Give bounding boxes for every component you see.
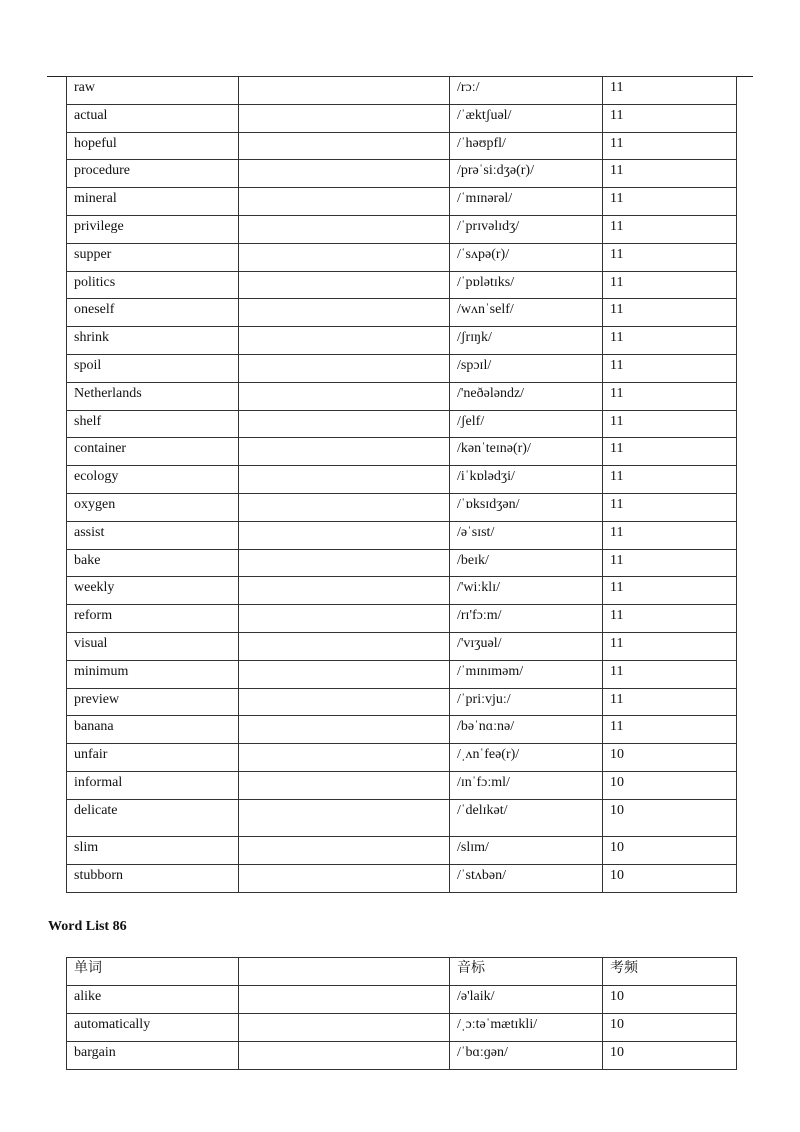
table-row — [67, 438, 737, 466]
phonetic-cell: /beɪk/ — [450, 549, 603, 577]
meaning-cell — [239, 660, 450, 688]
meaning-cell — [239, 493, 450, 521]
table-row — [67, 77, 737, 105]
header-frequency: 考频 — [603, 958, 737, 986]
word-cell: raw — [67, 77, 239, 105]
section-title: Word List 86 — [48, 919, 127, 934]
table-row — [67, 104, 737, 132]
word-cell: actual — [67, 104, 239, 132]
frequency-cell: 11 — [603, 299, 737, 327]
table-row — [67, 271, 737, 299]
word-cell: spoil — [67, 354, 239, 382]
frequency-cell: 11 — [603, 438, 737, 466]
meaning-cell — [239, 243, 450, 271]
phonetic-cell: /ɪnˈfɔːml/ — [450, 771, 603, 799]
table-row — [67, 716, 737, 744]
frequency-cell: 11 — [603, 549, 737, 577]
frequency-cell: 11 — [603, 215, 737, 243]
word-table-continued — [66, 76, 737, 893]
word-cell: shrink — [67, 327, 239, 355]
table-row — [67, 1042, 737, 1070]
meaning-cell — [239, 104, 450, 132]
frequency-cell: 11 — [603, 605, 737, 633]
frequency-cell: 11 — [603, 688, 737, 716]
frequency-cell: 11 — [603, 77, 737, 105]
frequency-cell: 10 — [603, 799, 737, 837]
word-cell: bargain — [67, 1042, 239, 1070]
table-row — [67, 986, 737, 1014]
phonetic-cell: /əˈsɪst/ — [450, 521, 603, 549]
word-cell: Netherlands — [67, 382, 239, 410]
table-row — [67, 632, 737, 660]
meaning-cell — [239, 77, 450, 105]
frequency-cell: 11 — [603, 632, 737, 660]
frequency-cell: 11 — [603, 493, 737, 521]
phonetic-cell: /ə'laik/ — [450, 986, 603, 1014]
table-row — [67, 299, 737, 327]
table-row — [67, 466, 737, 494]
phonetic-cell: /ˈɒksɪdʒən/ — [450, 493, 603, 521]
frequency-cell: 11 — [603, 132, 737, 160]
meaning-cell — [239, 354, 450, 382]
table-header-row — [67, 958, 737, 986]
table-row — [67, 688, 737, 716]
table-row — [67, 865, 737, 893]
frequency-cell: 11 — [603, 410, 737, 438]
meaning-cell — [239, 271, 450, 299]
word-cell: procedure — [67, 160, 239, 188]
word-cell: minimum — [67, 660, 239, 688]
phonetic-cell: /ʃrɪŋk/ — [450, 327, 603, 355]
table-row — [67, 521, 737, 549]
table-row — [67, 215, 737, 243]
phonetic-cell: /ˈdelɪkət/ — [450, 799, 603, 837]
meaning-cell — [239, 744, 450, 772]
word-cell: reform — [67, 605, 239, 633]
word-cell: preview — [67, 688, 239, 716]
frequency-cell: 11 — [603, 354, 737, 382]
meaning-cell — [239, 986, 450, 1014]
frequency-cell: 11 — [603, 466, 737, 494]
frequency-cell: 11 — [603, 521, 737, 549]
meaning-cell — [239, 521, 450, 549]
frequency-cell: 10 — [603, 837, 737, 865]
word-cell: stubborn — [67, 865, 239, 893]
phonetic-cell: /ˈmɪnɪməm/ — [450, 660, 603, 688]
word-cell: slim — [67, 837, 239, 865]
phonetic-cell: /'vɪʒuəl/ — [450, 632, 603, 660]
word-cell: oxygen — [67, 493, 239, 521]
frequency-cell: 11 — [603, 271, 737, 299]
table-row — [67, 660, 737, 688]
phonetic-cell: /'neðələndz/ — [450, 382, 603, 410]
meaning-cell — [239, 299, 450, 327]
word-cell: privilege — [67, 215, 239, 243]
table-row — [67, 744, 737, 772]
word-cell: unfair — [67, 744, 239, 772]
frequency-cell: 11 — [603, 660, 737, 688]
frequency-cell: 11 — [603, 104, 737, 132]
frequency-cell: 10 — [603, 771, 737, 799]
meaning-cell — [239, 865, 450, 893]
frequency-cell: 10 — [603, 865, 737, 893]
header-meaning — [239, 958, 450, 986]
meaning-cell — [239, 438, 450, 466]
table-row — [67, 577, 737, 605]
meaning-cell — [239, 1042, 450, 1070]
meaning-cell — [239, 771, 450, 799]
header-phonetic: 音标 — [450, 958, 603, 986]
meaning-cell — [239, 688, 450, 716]
phonetic-cell: /ˈprɪvəlɪdʒ/ — [450, 215, 603, 243]
frequency-cell: 11 — [603, 716, 737, 744]
table-row — [67, 837, 737, 865]
header-word: 单词 — [67, 958, 239, 986]
phonetic-cell: /ˈstʌbən/ — [450, 865, 603, 893]
frequency-cell: 11 — [603, 160, 737, 188]
phonetic-cell: /ˌʌnˈfeə(r)/ — [450, 744, 603, 772]
meaning-cell — [239, 188, 450, 216]
table-row — [67, 799, 737, 837]
frequency-cell: 10 — [603, 1042, 737, 1070]
table-row — [67, 549, 737, 577]
table-row — [67, 493, 737, 521]
table-row — [67, 410, 737, 438]
meaning-cell — [239, 716, 450, 744]
meaning-cell — [239, 327, 450, 355]
meaning-cell — [239, 577, 450, 605]
word-cell: assist — [67, 521, 239, 549]
phonetic-cell: /iˈkɒlədʒi/ — [450, 466, 603, 494]
table-row — [67, 354, 737, 382]
table-row — [67, 243, 737, 271]
word-cell: delicate — [67, 799, 239, 837]
meaning-cell — [239, 410, 450, 438]
meaning-cell — [239, 382, 450, 410]
word-cell: automatically — [67, 1014, 239, 1042]
meaning-cell — [239, 1014, 450, 1042]
frequency-cell: 11 — [603, 188, 737, 216]
meaning-cell — [239, 215, 450, 243]
frequency-cell: 10 — [603, 986, 737, 1014]
meaning-cell — [239, 132, 450, 160]
phonetic-cell: /ˈsʌpə(r)/ — [450, 243, 603, 271]
word-list-86-table — [66, 957, 737, 1070]
phonetic-cell: /rɪ'fɔːm/ — [450, 605, 603, 633]
frequency-cell: 11 — [603, 382, 737, 410]
word-cell: hopeful — [67, 132, 239, 160]
table-row — [67, 605, 737, 633]
word-cell: alike — [67, 986, 239, 1014]
word-cell: visual — [67, 632, 239, 660]
phonetic-cell: /ˈbɑːɡən/ — [450, 1042, 603, 1070]
phonetic-cell: /ˈhəʊpfl/ — [450, 132, 603, 160]
phonetic-cell: /'wiːklɪ/ — [450, 577, 603, 605]
word-cell: supper — [67, 243, 239, 271]
word-cell: weekly — [67, 577, 239, 605]
phonetic-cell: /prəˈsiːdʒə(r)/ — [450, 160, 603, 188]
phonetic-cell: /kənˈteɪnə(r)/ — [450, 438, 603, 466]
meaning-cell — [239, 632, 450, 660]
phonetic-cell: /ˈpriːvjuː/ — [450, 688, 603, 716]
meaning-cell — [239, 605, 450, 633]
frequency-cell: 11 — [603, 327, 737, 355]
word-cell: container — [67, 438, 239, 466]
frequency-cell: 11 — [603, 577, 737, 605]
phonetic-cell: /ˈæktʃuəl/ — [450, 104, 603, 132]
frequency-cell: 11 — [603, 243, 737, 271]
phonetic-cell: /wʌnˈself/ — [450, 299, 603, 327]
table-row — [67, 382, 737, 410]
word-cell: shelf — [67, 410, 239, 438]
frequency-cell: 10 — [603, 744, 737, 772]
word-cell: bake — [67, 549, 239, 577]
word-cell: banana — [67, 716, 239, 744]
table-row — [67, 1014, 737, 1042]
word-cell: politics — [67, 271, 239, 299]
table-row — [67, 132, 737, 160]
phonetic-cell: /ˈmɪnərəl/ — [450, 188, 603, 216]
table-row — [67, 327, 737, 355]
meaning-cell — [239, 160, 450, 188]
phonetic-cell: /ʃelf/ — [450, 410, 603, 438]
frequency-cell: 10 — [603, 1014, 737, 1042]
phonetic-cell: /spɔɪl/ — [450, 354, 603, 382]
phonetic-cell: /rɔː/ — [450, 77, 603, 105]
phonetic-cell: /ˈpɒlətɪks/ — [450, 271, 603, 299]
meaning-cell — [239, 837, 450, 865]
phonetic-cell: /bəˈnɑːnə/ — [450, 716, 603, 744]
table-row — [67, 188, 737, 216]
meaning-cell — [239, 799, 450, 837]
word-cell: mineral — [67, 188, 239, 216]
meaning-cell — [239, 549, 450, 577]
phonetic-cell: /ˌɔːtəˈmætɪkli/ — [450, 1014, 603, 1042]
word-cell: informal — [67, 771, 239, 799]
word-cell: oneself — [67, 299, 239, 327]
table-row — [67, 771, 737, 799]
meaning-cell — [239, 466, 450, 494]
table-row — [67, 160, 737, 188]
word-cell: ecology — [67, 466, 239, 494]
phonetic-cell: /slɪm/ — [450, 837, 603, 865]
